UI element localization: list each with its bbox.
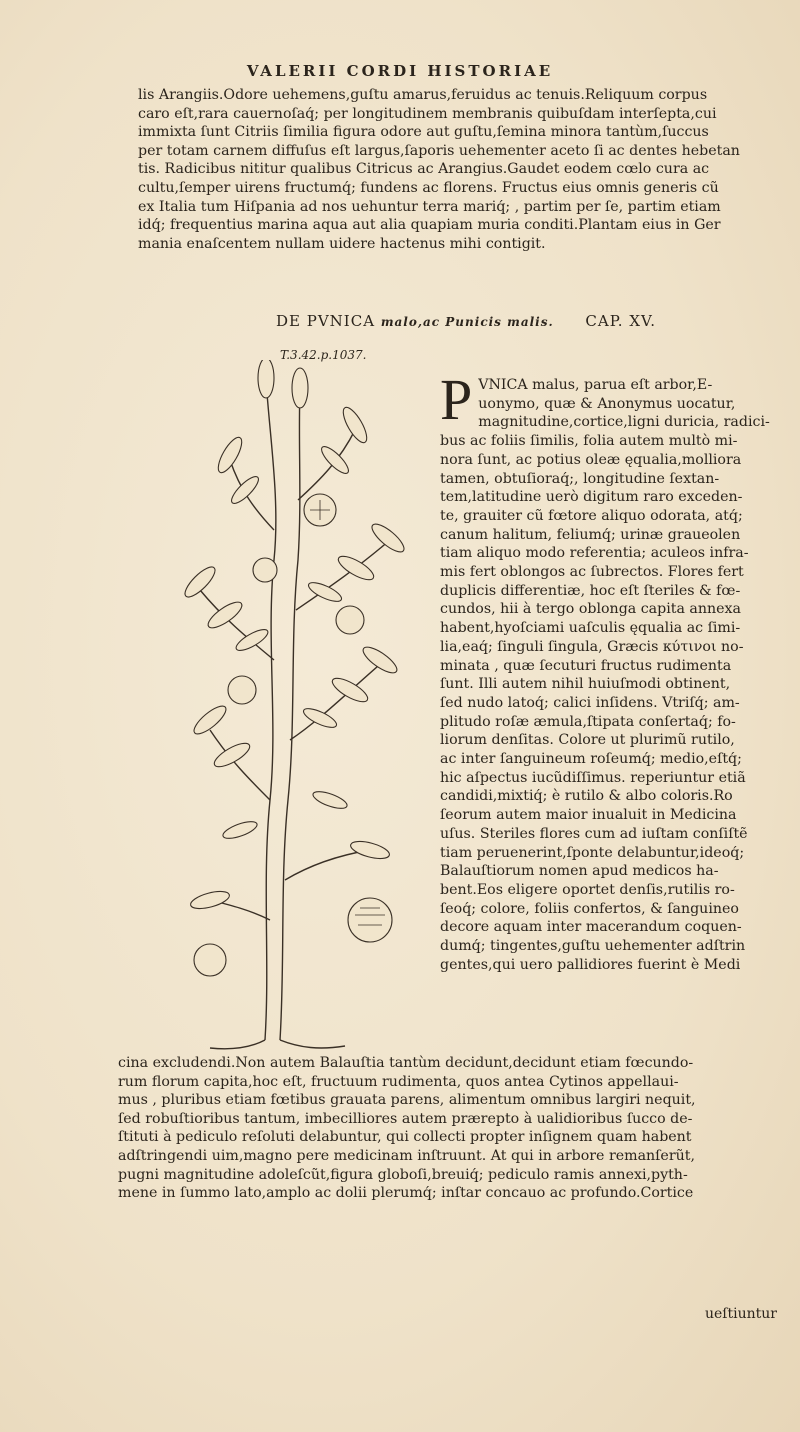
text-line: bent.Eos eligere oportet denſis,rutilis ro- — [440, 881, 735, 898]
chapter-subtitle: malo,ac Punicis malis. — [380, 315, 554, 329]
text-line: canum halitum, feliumq́; urinæ graueolen — [440, 526, 741, 543]
text-line: lis Arangiis.Odore uehemens,guſtu amarus,feruidus ac tenuis.Reliquum corpus — [138, 87, 708, 103]
text-line: cultu,ſemper uirens fructumq́; fundens ac florens. Fructus eius omnis generis cũ — [138, 179, 719, 196]
text-line: dumq́; tingentes,guſtu uehementer adſtrin — [440, 938, 746, 955]
text-line: cina excludendi.Non autem Balauſtia tantùm decidunt,decidunt etiam fœcundo- — [118, 1055, 694, 1071]
text-line: tiam peruenerint,ſponte delabuntur,ideoq́; — [440, 844, 745, 861]
text-line: Balauſtiorum nomen apud medicos ha- — [440, 863, 719, 880]
text-line: immixta ſunt Citriis ſimilia figura odore aut guſtu,ſemina minora tantùm,ſuccus — [138, 124, 709, 141]
text-line: lia,eaq́; ſinguli ſingula, Græcis κύτινοι no- — [440, 638, 744, 655]
text-line: tamen, obtuſioraq́;, longitudine ſextan- — [440, 470, 720, 487]
text-line: rum florum capita,hoc eſt, fructuum rudimenta, quos antea Cytinos appellaui- — [118, 1073, 679, 1090]
text-line: mus , pluribus etiam fœtibus grauata parens, alimentum omnibus largiri nequit, — [118, 1092, 696, 1109]
text-line: ſeoq́; colore, foliis confertos, & ſanguineo — [440, 900, 739, 917]
bottom-paragraph — [118, 1054, 788, 1203]
chapter-title: DE PVNICA — [276, 312, 376, 330]
chapter-heading — [276, 312, 776, 330]
running-head: VALERII CORDI HISTORIAE — [246, 62, 554, 80]
text-line: uſus. Steriles flores cum ad iuſtam conſiſtẽ — [440, 825, 748, 842]
text-line: liorum denſitas. Colore ut plurimũ rutilo, — [440, 732, 735, 749]
text-line: ex Italia tum Hiſpania ad nos uehuntur terra mariq́; , partim per ſe, partim etiam — [138, 198, 721, 215]
text-line: tis. Radicibus nititur qualibus Citricus ac Arangius.Gaudet eodem cœlo cura ac — [138, 161, 710, 178]
text-line: mene in ſummo lato,amplo ac dolii plerumq́; inſtar concauo ac profundo.Cortice — [118, 1185, 694, 1202]
text-line: VNICA malus, parua eſt arbor,E- — [478, 377, 713, 393]
text-line: tiam aliquo modo referentia; aculeos infra- — [440, 545, 749, 562]
text-line: ac inter ſanguineum roſeumq́; medio,eſtq́; — [440, 751, 742, 768]
text-line: cundos, hii à tergo oblonga capita annexa — [440, 601, 742, 618]
text-line: te, grauiter cũ fœtore aliquo odorata, atq́; — [440, 507, 743, 524]
text-line: decore aquam inter macerandum coquen- — [440, 919, 742, 936]
top-paragraph — [138, 86, 788, 253]
text-line: candidi,mixtiq́; è rutilo & albo coloris.Ro — [440, 788, 733, 805]
text-line: plitudo roſæ æmula,ſtipata conſertaq́; fo- — [440, 713, 736, 730]
text-line: caro eſt,rara cauernoſaq́; per longitudinem membranis quibuſdam interſepta,cui — [138, 105, 717, 122]
text-line: gentes,qui uero pallidiores fuerint è Medi — [440, 956, 741, 973]
text-line: bus ac foliis ſimilis, folia autem multò mi- — [440, 433, 738, 450]
text-line: minata , quæ ſecuturi fructus rudimenta — [440, 657, 732, 674]
text-line: ſeorum autem maior inualuit in Medicina — [440, 807, 737, 824]
pomegranate-branch-woodcut — [170, 360, 450, 1050]
text-line: habent,hyoſciami uaſculis ęqualia ac ſimi- — [440, 620, 741, 637]
text-line: nora ſunt, ac potius oleæ ęqualia,molliora — [440, 451, 742, 468]
text-line: mis fert oblongos ac ſubrectos. Flores fert — [440, 564, 744, 581]
text-line: ſed nudo latoq́; calici inſidens. Vtriſq́; am- — [440, 694, 740, 711]
text-line: hic aſpectus iucũdiſſimus. reperiuntur etiã — [440, 769, 746, 786]
text-line: adſtringendi uim,magno pere medicinam inſtruunt. At qui in arbore remanſerũt, — [118, 1147, 695, 1164]
text-line: uonymo, quæ & Anonymus uocatur, — [478, 395, 736, 412]
text-line: duplicis differentiæ, hoc eſt ſteriles & fœ- — [440, 582, 741, 599]
text-line: tem,latitudine uerò digitum raro exceden- — [440, 489, 743, 506]
text-line: idq́; frequentius marina aqua aut alia quapiam muria conditi.Plantam eius in Ger — [138, 217, 721, 234]
text-line: ſunt. Illi autem nihil huiuſmodi obtinent, — [440, 676, 731, 693]
text-line: per totam carnem diffuſus eſt largus,ſaporis uehementer aceto ſi ac dentes hebetan — [138, 142, 740, 159]
text-line: pugni magnitudine adoleſcũt,figura globoſi,breuiq́; pediculo ramis annexi,pyth- — [118, 1166, 688, 1183]
text-line: ſed robuſtioribus tantum, imbecilliores autem prærepto à ualidioribus ſucco de- — [118, 1110, 693, 1127]
text-line: mania enaſcentem nullam uidere hactenus mihi contigit. — [138, 235, 546, 252]
right-column-text — [440, 367, 790, 975]
drop-capital: P — [440, 367, 473, 432]
reference-note: T.3.42.p.1037. — [280, 348, 367, 362]
text-line: ſtituti à pediculo reſoluti delabuntur, qui collecti propter inſignem quam habent — [118, 1129, 692, 1146]
chapter-number: CAP. XV. — [585, 312, 656, 330]
text-line: magnitudine,cortice,ligni duricia, radici- — [478, 414, 770, 431]
catchword: ueſtiuntur — [705, 1306, 777, 1322]
